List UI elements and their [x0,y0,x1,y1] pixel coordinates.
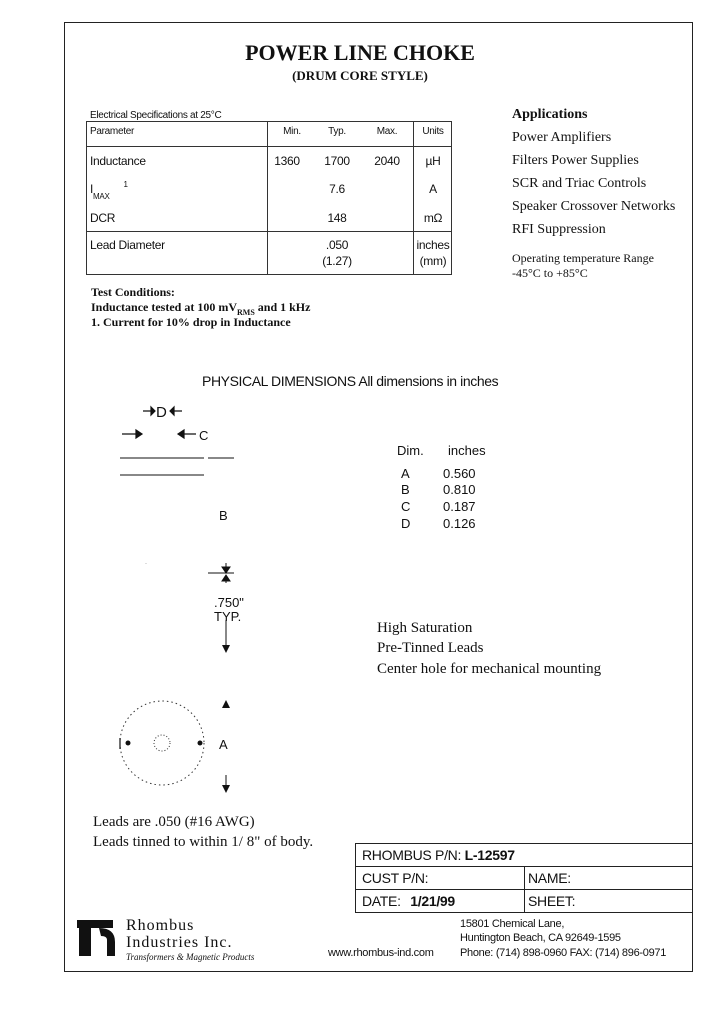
date-value: 1/21/99 [410,893,455,909]
dim-row-value: 0.560 [443,466,476,481]
dim-label-c: C [199,428,209,443]
dim-row-letter: C [401,499,411,514]
part-number-label: RHOMBUS P/N: [362,847,462,863]
row-inductance-param: Inductance [90,154,146,168]
row-imax-units: A [429,182,437,196]
dim-row-letter: D [401,516,411,531]
leads-note: Leads tinned to within 1/ 8" of body. [93,834,314,850]
dim-label-d: D [156,404,167,421]
dim-label-b: B [219,508,228,523]
row-inductance-max: 2040 [374,154,400,168]
row-dcr-typ: 148 [327,211,347,225]
dim-row-value: 0.126 [443,516,476,531]
name-label: NAME: [528,870,571,886]
row-dcr-units: mΩ [423,211,443,225]
feature-item: High Saturation [377,620,473,636]
spec-table [86,121,452,275]
dim-row-letter: A [401,466,410,481]
company-phone: Phone: (714) 898-0960 FAX: (714) 896-0971 [460,947,667,959]
header-min: Min. [283,126,301,137]
company-name-line1: Rhombus [126,917,195,934]
header-typ: Typ. [328,126,346,137]
header-units: Units [422,126,444,137]
application-item: Speaker Crossover Networks [512,199,676,214]
row-dcr-param: DCR [90,211,116,225]
dim-table-header-inches: inches [448,443,486,458]
physical-dimensions-heading: PHYSICAL DIMENSIONS All dimensions in inches [202,373,499,389]
application-item: Power Amplifiers [512,130,612,145]
dim-row-value: 0.810 [443,482,476,497]
company-address-line1: 15801 Chemical Lane, [460,918,565,930]
row-inductance-typ: 1700 [324,154,350,168]
svg-text:..: .. [145,560,148,565]
application-item: RFI Suppression [512,222,606,237]
row-inductance-min: 1360 [274,154,300,168]
company-website[interactable]: www.rhombus-ind.com [328,947,434,959]
company-name-line2: Industries Inc. [126,934,233,951]
sheet-label: SHEET: [528,893,576,909]
dim-table-header-dim: Dim. [397,443,424,458]
row-imax-param: $I_{MAX}^1$ [90,180,128,201]
row-lead-typ-in: .050 [325,238,349,252]
row-lead-unit-mm: (mm) [419,254,447,268]
customer-pn-label: CUST P/N: [362,870,429,886]
row-lead-param: Lead Diameter [90,238,165,252]
spec-caption: Electrical Specifications at 25°C [90,110,222,121]
row-lead-typ-mm: (1.27) [322,254,352,268]
header-max: Max. [376,126,398,137]
dim-label-typ-value: .750" [214,595,244,610]
test-conditions-heading: Test Conditions: [91,285,175,299]
op-range-label: Operating temperature Range [512,251,654,265]
dim-label-a: A [219,737,228,752]
dim-row-value: 0.187 [443,499,476,514]
company-address-line2: Huntington Beach, CA 92649-1595 [460,932,621,944]
part-number-value: L-12597 [464,847,515,863]
application-item: Filters Power Supplies [512,153,639,168]
part-number [362,847,515,863]
dim-row-letter: B [401,482,410,497]
leads-note: Leads are .050 (#16 AWG) [93,814,255,830]
page-title: POWER LINE CHOKE [245,40,475,65]
page-subtitle: (DRUM CORE STYLE) [292,68,428,83]
feature-item: Center hole for mechanical mounting [377,661,602,677]
op-range-value: -45°C to +85°C [512,266,588,280]
feature-item: Pre-Tinned Leads [377,640,484,656]
row-lead-unit-in: inches [416,238,450,252]
test-conditions-line2: 1. Current for 10% drop in Inductance [91,315,291,329]
application-item: SCR and Triac Controls [512,176,647,191]
date-label: DATE: [362,893,401,909]
test-conditions-line1: Inductance tested at 100 $mV_{RMS}$ and 1 kHz [91,300,311,317]
dim-label-typ: TYP. [214,609,242,624]
dimension-drawing [100,395,280,795]
company-tagline: Transformers & Magnetic Products [126,952,255,962]
date-field [362,893,455,909]
header-parameter: Parameter [90,126,134,137]
rhombus-logo [77,918,121,958]
row-imax-typ: 7.6 [329,182,345,196]
row-inductance-units: µH [425,154,441,168]
applications-heading: Applications [512,107,588,122]
